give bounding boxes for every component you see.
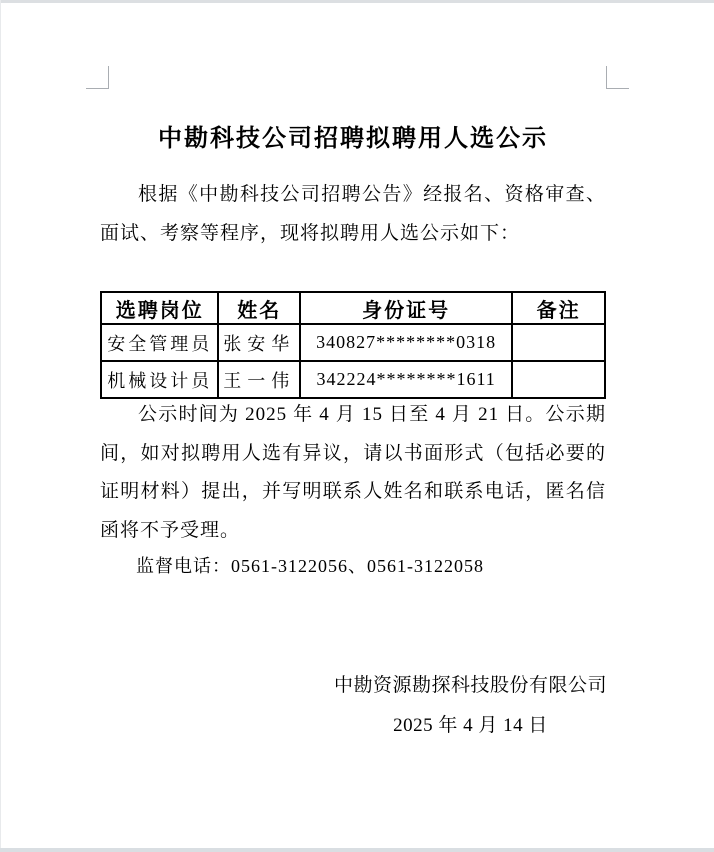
column-header-id-number: 身份证号 — [300, 292, 512, 324]
supervision-phone-line: 监督电话：0561-3122056、0561-3122058 — [136, 556, 484, 576]
signature-block — [334, 666, 607, 746]
cell-id-number: 340827********0318 — [300, 324, 512, 361]
candidate-table — [100, 291, 606, 399]
page-edge-bottom — [0, 848, 714, 852]
cell-name: 王一伟 — [218, 361, 300, 398]
cell-id-number: 342224********1611 — [300, 361, 512, 398]
table-row — [101, 361, 605, 398]
page-edge-left — [0, 0, 1, 852]
signature-company: 中勘资源勘探科技股份有限公司 — [333, 675, 607, 696]
margin-crop-mark-top-left — [86, 66, 109, 89]
cell-position: 机械设计员 — [101, 361, 218, 398]
column-header-name: 姓名 — [218, 292, 300, 324]
table-header-row — [101, 292, 605, 324]
notice-paragraph: 公示时间为 2025 年 4 月 15 日至 4 月 21 日。公示期间，如对拟聘用人选有异议，请以书面形式（包括必要的证明材料）提出，并写明联系人姓名和联系电话，匿名信函将不予受理。 — [100, 404, 606, 541]
cell-name: 张安华 — [218, 324, 300, 361]
margin-crop-mark-top-right — [606, 66, 629, 89]
document-title: 中勘科技公司招聘拟聘用人选公示 — [158, 125, 548, 152]
intro-paragraph: 根据《中勘科技公司招聘公告》经报名、资格审查、面试、考察等程序，现将拟聘用人选公示如下： — [100, 184, 606, 244]
column-header-position: 选聘岗位 — [101, 292, 218, 324]
cell-position: 安全管理员 — [101, 324, 218, 361]
signature-date: 2025 年 4 月 14 日 — [393, 715, 548, 736]
cell-remark — [512, 361, 605, 398]
table-row — [101, 324, 605, 361]
page-edge-top — [0, 0, 714, 3]
cell-remark — [512, 324, 605, 361]
column-header-remark: 备注 — [512, 292, 605, 324]
